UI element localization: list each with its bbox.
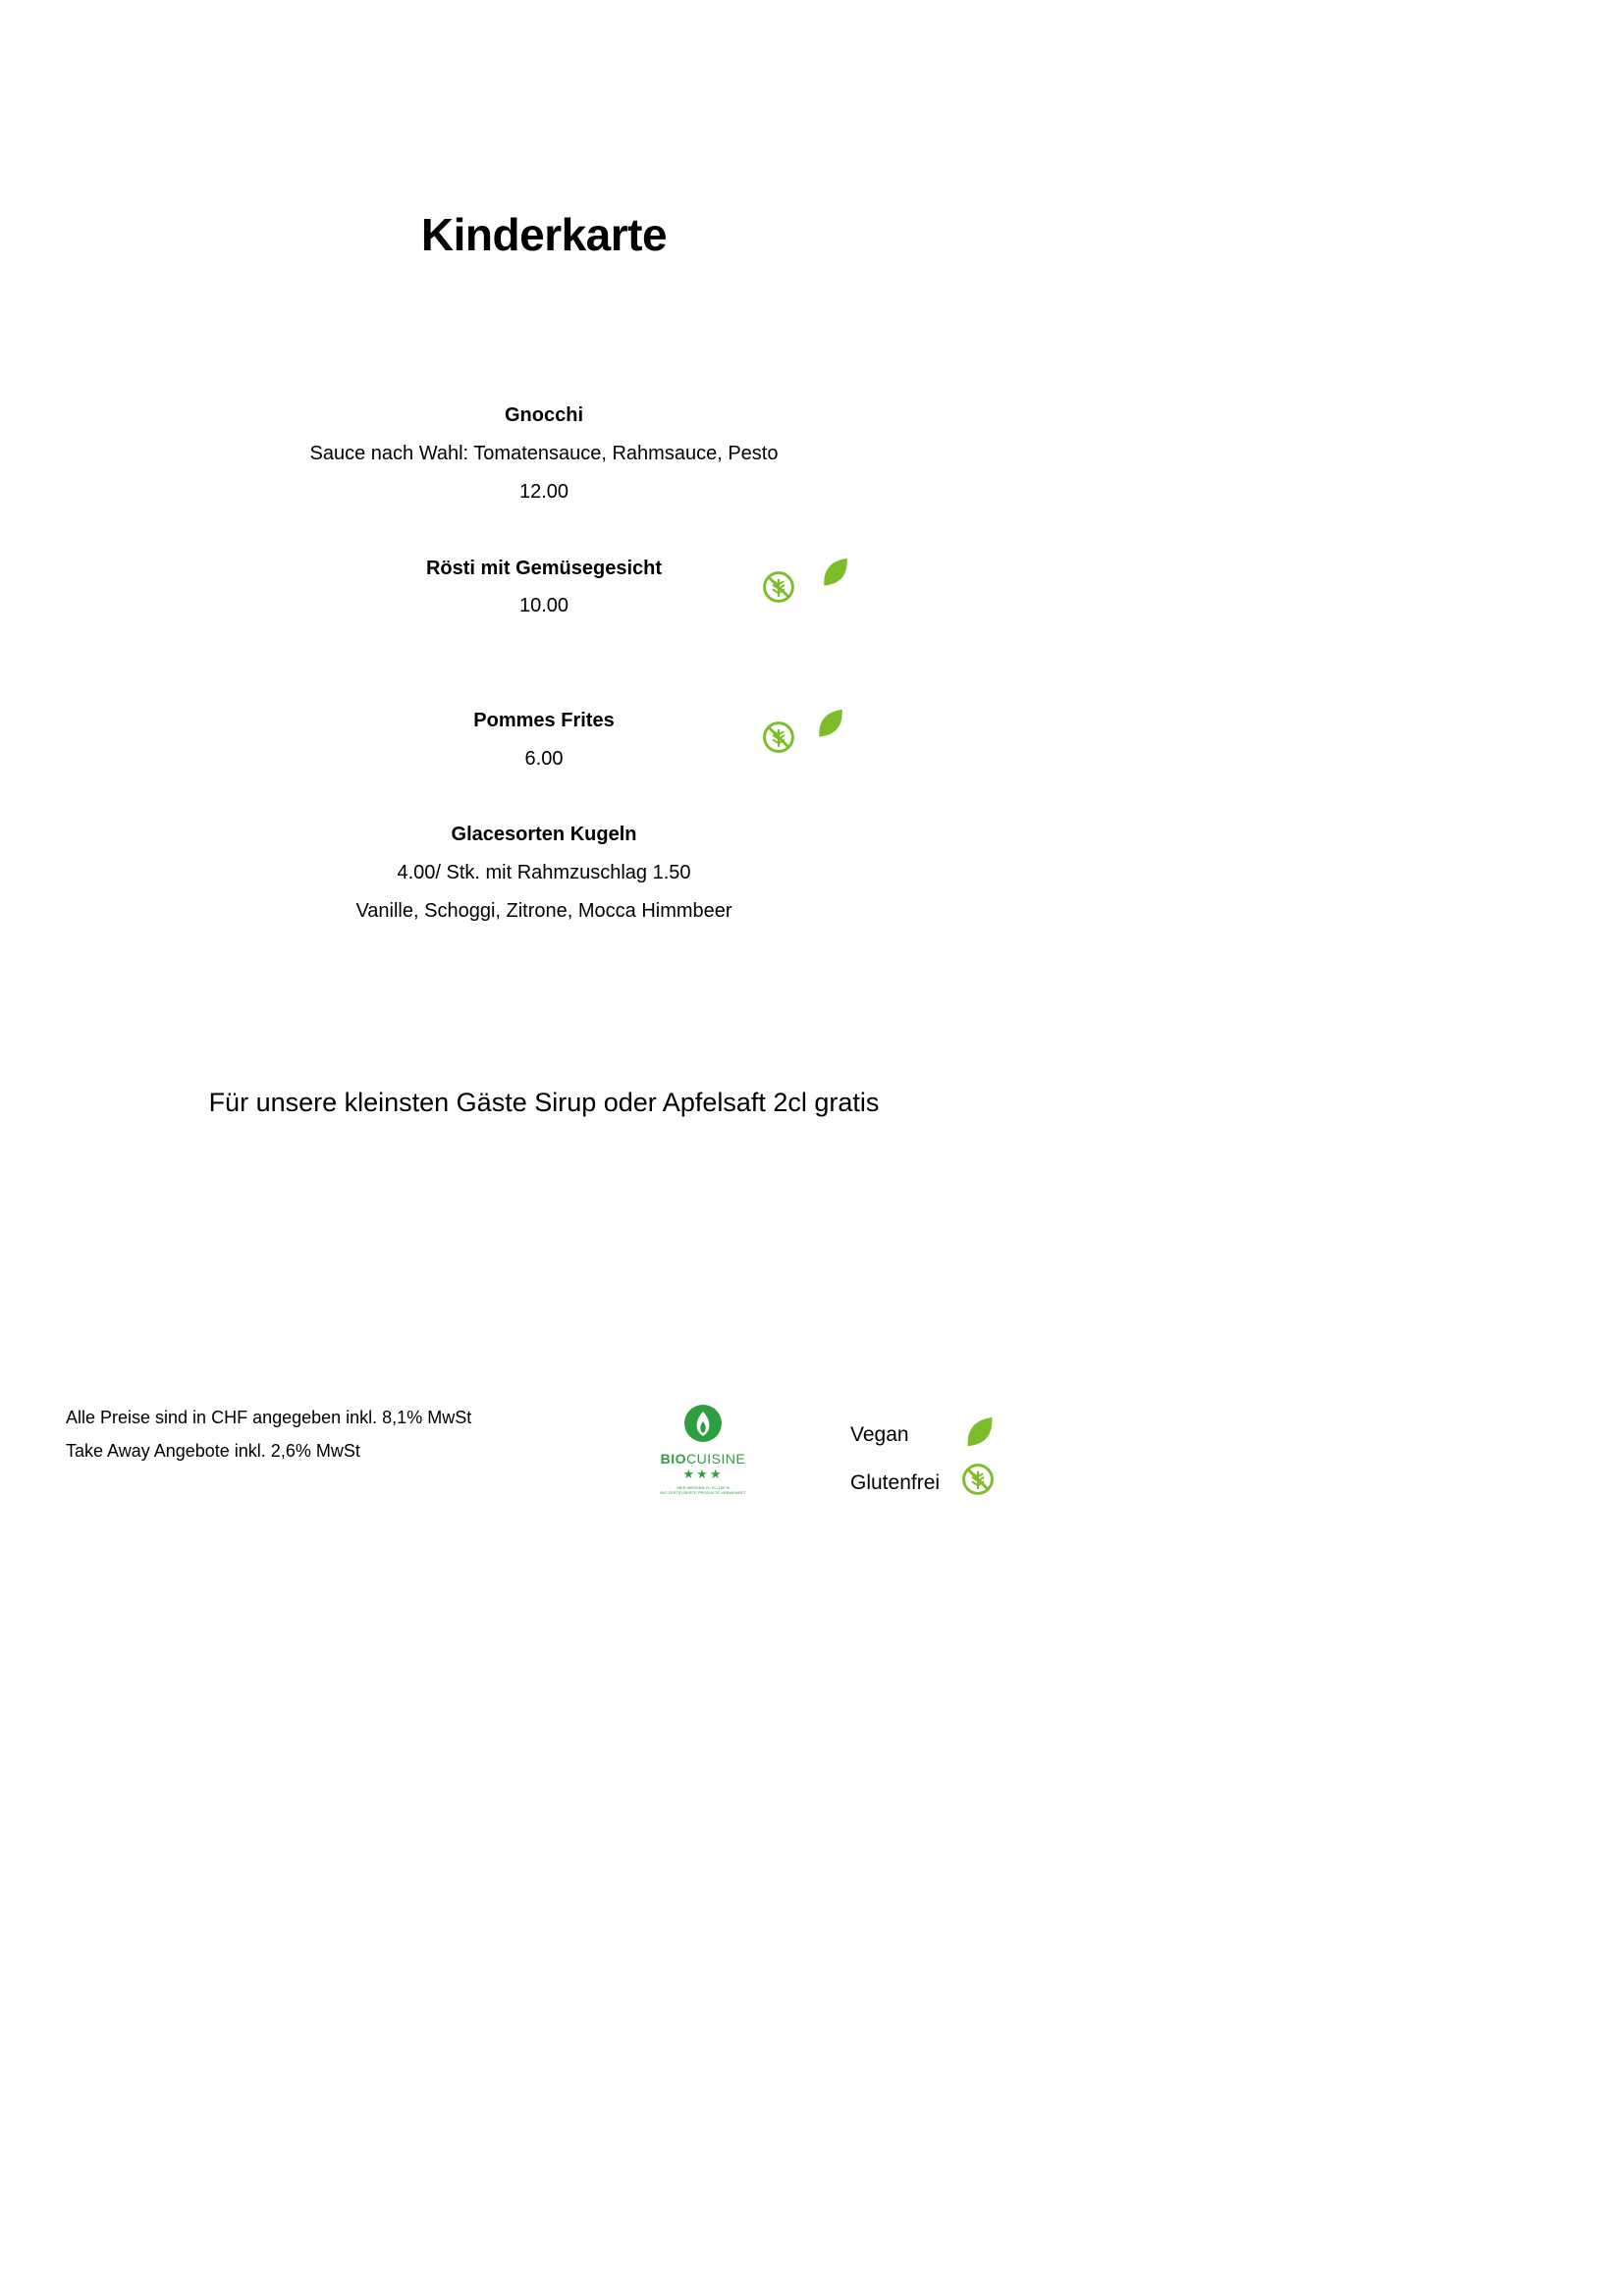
menu-item-name: Glacesorten Kugeln [451, 824, 637, 845]
biocuisine-stars: ★★★ [682, 1467, 724, 1481]
menu-item-price: 10.00 [518, 595, 569, 616]
brand-light: CUISINE [686, 1451, 746, 1467]
menu-item-price: 12.00 [518, 481, 569, 503]
legend-vegan-label: Vegan [850, 1423, 909, 1446]
gluten-free-icon [761, 720, 796, 755]
footer-price-note: Alle Preise sind in CHF angegeben inkl. 8,1% MwSt [66, 1408, 472, 1427]
brand-bold: BIO [660, 1451, 687, 1467]
menu-item-price: 4.00/ Stk. mit Rahmzuschlag 1.50 [397, 862, 691, 883]
page-title: Kinderkarte [420, 209, 668, 260]
tagline-line-2: BIO-ZERTIFIZIERTE PRODUKTE VERWENDET [660, 1490, 746, 1495]
menu-item-name: Rösti mit Gemüsegesicht [425, 558, 663, 579]
footer-takeaway-note: Take Away Angebote inkl. 2,6% MwSt [66, 1441, 360, 1461]
menu-item-flavors: Vanille, Schoggi, Zitrone, Mocca Himmbeer [355, 900, 732, 922]
tagline-line-1: HIER WERDEN ZU 90–100 % [676, 1485, 730, 1490]
gluten-free-icon [761, 569, 796, 605]
gluten-free-icon [960, 1462, 996, 1497]
vegan-leaf-icon [813, 707, 848, 742]
vegan-leaf-icon [961, 1415, 999, 1452]
biocuisine-flame-icon [652, 1404, 754, 1451]
legend-glutenfree-label: Glutenfrei [850, 1471, 941, 1494]
vegan-leaf-icon [818, 556, 853, 591]
biocuisine-tagline [652, 1485, 754, 1495]
biocuisine-logo [652, 1404, 754, 1506]
menu-item-name: Pommes Frites [473, 710, 615, 731]
promo-text: Für unsere kleinsten Gäste Sirup oder Apfelsaft 2cl gratis [208, 1088, 880, 1117]
menu-item-price: 6.00 [524, 748, 564, 770]
biocuisine-wordmark [652, 1451, 754, 1467]
menu-item-name: Gnocchi [504, 404, 583, 426]
menu-item-description: Sauce nach Wahl: Tomatensauce, Rahmsauce, Pesto [309, 443, 779, 464]
